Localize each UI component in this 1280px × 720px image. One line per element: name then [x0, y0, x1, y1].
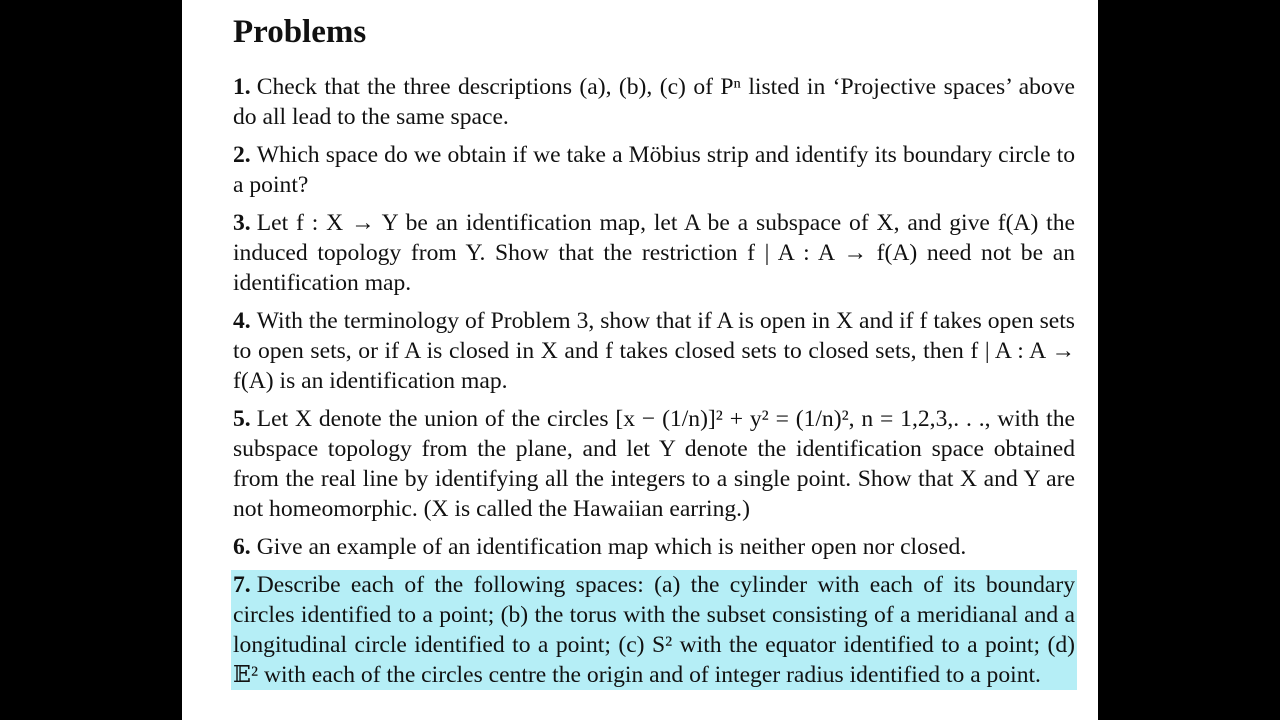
problem-7-highlighted[interactable]: [231, 570, 1077, 690]
problem-number: 7.: [233, 572, 251, 598]
problem-6: [233, 532, 1075, 562]
problem-number: 5.: [233, 406, 251, 432]
document-page: [182, 0, 1098, 720]
problems-section: [233, 6, 1075, 698]
problem-number: 1.: [233, 74, 251, 100]
problem-text: Let f : X → Y be an identification map, let A be a subspace of X, and give f(A) the induced topology from Y. Show that the restriction f | A : A → f(A) need not be an identification map.: [233, 210, 1075, 296]
problem-text: Check that the three descriptions (a), (b), (c) of Pⁿ listed in ‘Projective spaces’ above do all lead to the same space.: [233, 74, 1075, 130]
problem-number: 6.: [233, 534, 251, 560]
problem-text: Which space do we obtain if we take a Möbius strip and identify its boundary circle to a point?: [233, 142, 1075, 198]
problem-3: [233, 208, 1075, 298]
section-heading: Problems: [233, 14, 367, 50]
problem-2: [233, 140, 1075, 200]
problem-1: [233, 72, 1075, 132]
problem-text: Describe each of the following spaces: (a) the cylinder with each of its boundary circles identified to a point; (b) the torus with the subset consisting of a meridianal and a longitudinal circle identified to a point; (c) S² with the equator identified to a point; (d) 𝔼² with each of the circles centre the origin and of integer radius identified to a point.: [233, 572, 1075, 688]
problem-4: [233, 306, 1075, 396]
problem-5: [233, 404, 1075, 524]
problem-text: Let X denote the union of the circles [x − (1/n)]² + y² = (1/n)², n = 1,2,3,. . ., with the subspace topology from the plane, and let Y denote the identification space obtained from the real line by identifying all the integers to a single point. Show that X and Y are not homeomorphic. (X is called the Hawaiian earring.): [233, 406, 1075, 522]
problem-number: 3.: [233, 210, 251, 236]
problem-number: 2.: [233, 142, 251, 168]
problem-number: 4.: [233, 308, 251, 334]
problem-text: With the terminology of Problem 3, show that if A is open in X and if f takes open sets to open sets, or if A is closed in X and f takes closed sets to closed sets, then f | A : A → f(A) is an identification map.: [233, 308, 1075, 394]
problem-text: Give an example of an identification map which is neither open nor closed.: [256, 534, 967, 560]
